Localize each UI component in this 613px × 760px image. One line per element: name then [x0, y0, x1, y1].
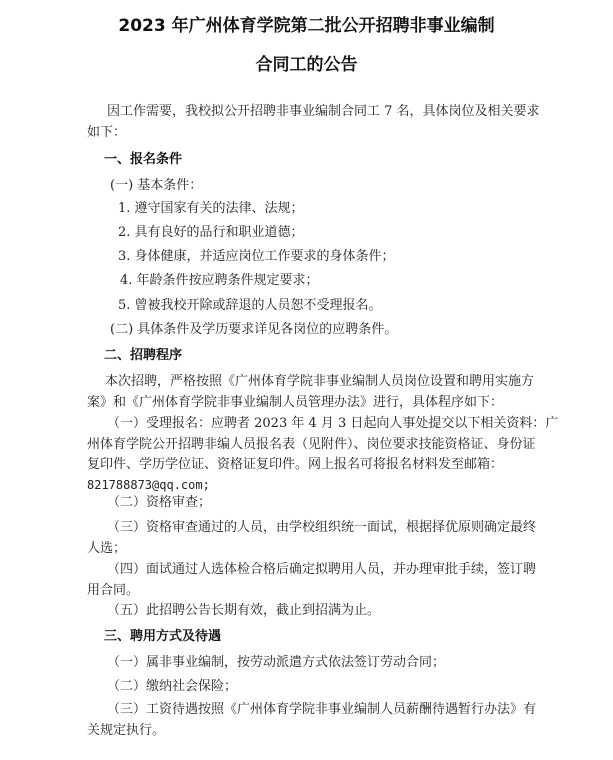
- condition-item: 3. 身体健康，并适应岗位工作要求的身体条件；: [118, 249, 395, 264]
- section-heading-requirements: 一、报名条件: [104, 152, 183, 167]
- notice-title-line-1: 2023 年广州体育学院第二批公开招聘非事业编制: [118, 16, 495, 36]
- step-1-line-1: （一）受理报名：应聘者 2023 年 4 月 3 日起向人事处提交以下相关资料：广: [107, 416, 559, 431]
- employment-item-3-line-1: （三）工资待遇按照《广州体育学院非事业编制人员薪酬待遇暂行办法》有: [107, 702, 537, 717]
- condition-item: 2. 具有良好的品行和职业道德；: [118, 225, 304, 240]
- procedure-intro-line-1: 本次招聘，严格按照《广州体育学院非事业编制人员岗位设置和聘用实施方: [105, 374, 535, 389]
- employment-item-2: （二）缴纳社会保险；: [107, 679, 238, 694]
- specific-conditions-label: (二) 具体条件及学历要求详见各岗位的应聘条件。: [110, 322, 398, 337]
- step-1-line-3: 复印件、学历学位证、资格证复印件。网上报名可将报名材料发至邮箱：: [87, 457, 504, 472]
- section-heading-employment: 三、聘用方式及待遇: [104, 629, 222, 644]
- intro-paragraph-line-1: 因工作需要，我校拟公开招聘非事业编制合同工 7 名，具体岗位及相关要求: [107, 104, 540, 119]
- step-5: （五）此招聘公告长期有效，截止到招满为止。: [107, 603, 381, 618]
- procedure-intro-line-2: 案》和《广州体育学院非事业编制人员管理办法》进行，具体程序如下：: [87, 395, 504, 410]
- step-1-line-2: 州体育学院公开招聘非编人员报名表（见附件）、岗位要求技能资格证、身份证: [87, 437, 536, 452]
- condition-item: 4. 年龄条件按应聘条件规定要求；: [120, 273, 319, 288]
- step-4-line-1: （四）面试通过人选体检合格后确定拟聘用人员，并办理审批手续，签订聘: [107, 562, 537, 577]
- step-3-line-2: 人选；: [87, 541, 127, 556]
- employment-item-3-line-2: 关规定执行。: [87, 723, 166, 738]
- intro-paragraph-line-2: 如下：: [87, 125, 127, 140]
- employment-item-1: （一）属非事业编制，按劳动派遣方式依法签订劳动合同；: [107, 655, 446, 670]
- step-3-line-1: （三）资格审查通过的人员，由学校组织统一面试，根据择优原则确定最终: [107, 520, 537, 535]
- step-4-line-2: 用合同。: [87, 583, 140, 598]
- section-heading-procedure: 二、招聘程序: [104, 348, 183, 363]
- contact-email: 821788873@qq.com;: [87, 478, 210, 492]
- condition-item: 1. 遵守国家有关的法律、法规；: [118, 201, 304, 216]
- condition-item: 5. 曾被我校开除或辞退的人员恕不受理报名。: [118, 298, 382, 313]
- basic-conditions-label: (一) 基本条件：: [110, 178, 203, 193]
- step-2: （二）资格审查；: [107, 495, 212, 510]
- notice-title-line-2: 合同工的公告: [255, 55, 358, 75]
